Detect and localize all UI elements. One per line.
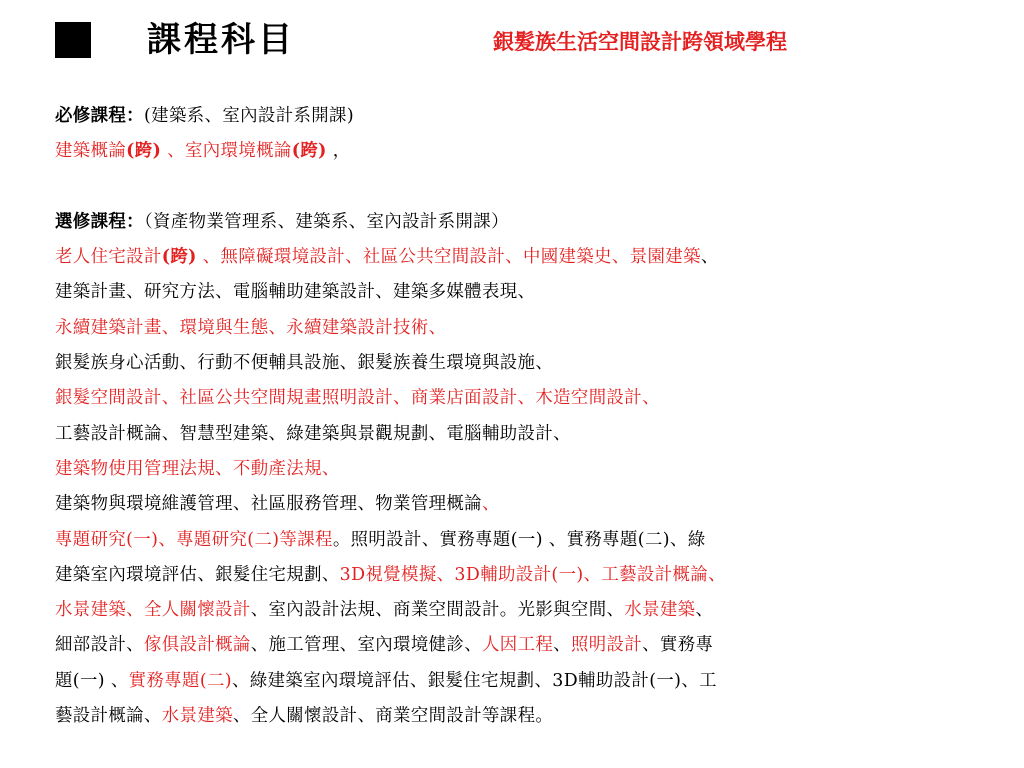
separator: ， <box>326 141 351 162</box>
elective-line-3 <box>55 311 1017 346</box>
course-architecture-intro: 建築概論 <box>55 141 127 162</box>
elective-line-4 <box>55 346 1017 381</box>
course-text: 老人住宅設計 <box>55 247 162 268</box>
course-text: 藝設計概論、 <box>55 706 162 727</box>
elective-line-5 <box>55 381 1017 416</box>
elective-line-10 <box>55 558 1017 593</box>
elective-colon: ： <box>126 211 144 232</box>
course-text: 建築物使用管理法規、不動產法規、 <box>55 458 340 479</box>
course-text: 題(一) 、 <box>55 670 129 691</box>
spacer <box>55 170 1017 205</box>
black-square-bullet-icon <box>55 22 91 58</box>
elective-line-14 <box>55 699 1017 734</box>
elective-line-7 <box>55 452 1017 487</box>
course-text: 照明設計 <box>570 635 643 656</box>
course-text: 銀髮空間設計、社區公共空間規畫照明設計、商業店面設計、木造空間設計、 <box>55 388 660 409</box>
elective-line-11 <box>55 593 1017 628</box>
required-heading-line <box>55 99 1017 134</box>
elective-line-6 <box>55 417 1017 452</box>
required-courses-line <box>55 134 1017 169</box>
course-text: 、 <box>695 600 714 621</box>
course-text: 建築物與環境維護管理、社區服務管理、物業管理概論 <box>55 494 482 515</box>
course-text: 水景建築、全人關懷設計 <box>55 600 251 621</box>
cross-tag: (跨) <box>161 247 197 268</box>
cross-tag: (跨) <box>126 141 162 162</box>
elective-line-8 <box>55 487 1017 522</box>
course-text: 、施工管理、室內環境健診、 <box>250 635 482 656</box>
course-text: 水景建築 <box>161 706 233 727</box>
page-title: 課程科目 <box>147 20 295 60</box>
course-text: 、綠建築室內環境評估、銀髮住宅規劃、3D輔助設計(一)、工 <box>232 670 717 691</box>
cross-tag: (跨) <box>291 141 327 162</box>
course-text: 人因工程 <box>482 635 554 656</box>
course-text: 、 <box>700 247 719 268</box>
elective-line-2 <box>55 275 1017 310</box>
separator: 、 <box>161 141 185 162</box>
course-text: 、無障礙環境設計、社區公共空間設計、中國建築史、景園建築 <box>196 247 701 268</box>
elective-line-12 <box>55 628 1017 663</box>
required-colon: ： <box>126 106 144 126</box>
course-text: 、 <box>481 494 500 515</box>
elective-label: 選修課程 <box>55 211 127 232</box>
elective-note: （資產物業管理系、建築系、室內設計系開課） <box>143 211 509 232</box>
course-text: 銀髮族身心活動、行動不便輔具設施、銀髮族養生環境與設施、 <box>55 353 554 374</box>
course-text: 3D視覺模擬、3D輔助設計(一)、工藝設計概論、 <box>339 564 726 585</box>
course-text: 。照明設計、實務專題(一) 、實務專題(二)、綠 <box>332 529 706 550</box>
course-text: 、實務專 <box>642 635 714 656</box>
required-note: (建築系、室內設計系開課) <box>143 106 355 126</box>
course-text: 傢俱設計概論 <box>143 635 251 656</box>
course-text: 水景建築 <box>624 600 696 621</box>
course-text: 專題研究(一)、專題研究(二)等課程 <box>55 529 333 550</box>
course-content <box>55 99 1017 734</box>
course-interior-environment-intro: 室內環境概論 <box>184 141 292 162</box>
elective-line-9 <box>55 523 1017 558</box>
course-text: 、室內設計法規、商業空間設計。光影與空間、 <box>250 600 625 621</box>
course-text: 永續建築計畫、環境與生態、永續建築設計技術、 <box>55 317 447 338</box>
elective-line-13 <box>55 664 1017 699</box>
elective-line-1 <box>55 240 1017 275</box>
required-label: 必修課程 <box>55 106 127 126</box>
course-text: 、 <box>553 635 571 656</box>
slide-header <box>55 18 1015 62</box>
course-text: 建築計畫、研究方法、電腦輔助建築設計、建築多媒體表現、 <box>55 282 536 303</box>
course-text: 實務專題(二) <box>128 670 232 691</box>
course-text: 建築室內環境評估、銀髮住宅規劃、 <box>55 564 340 585</box>
course-text: 、全人關懷設計、商業空間設計等課程。 <box>232 706 554 727</box>
elective-heading-line <box>55 205 1017 240</box>
course-text: 細部設計、 <box>55 635 144 656</box>
course-text: 工藝設計概論、智慧型建築、綠建築與景觀規劃、電腦輔助設計、 <box>55 423 571 444</box>
program-subtitle: 銀髮族生活空間設計跨領域學程 <box>493 29 787 54</box>
